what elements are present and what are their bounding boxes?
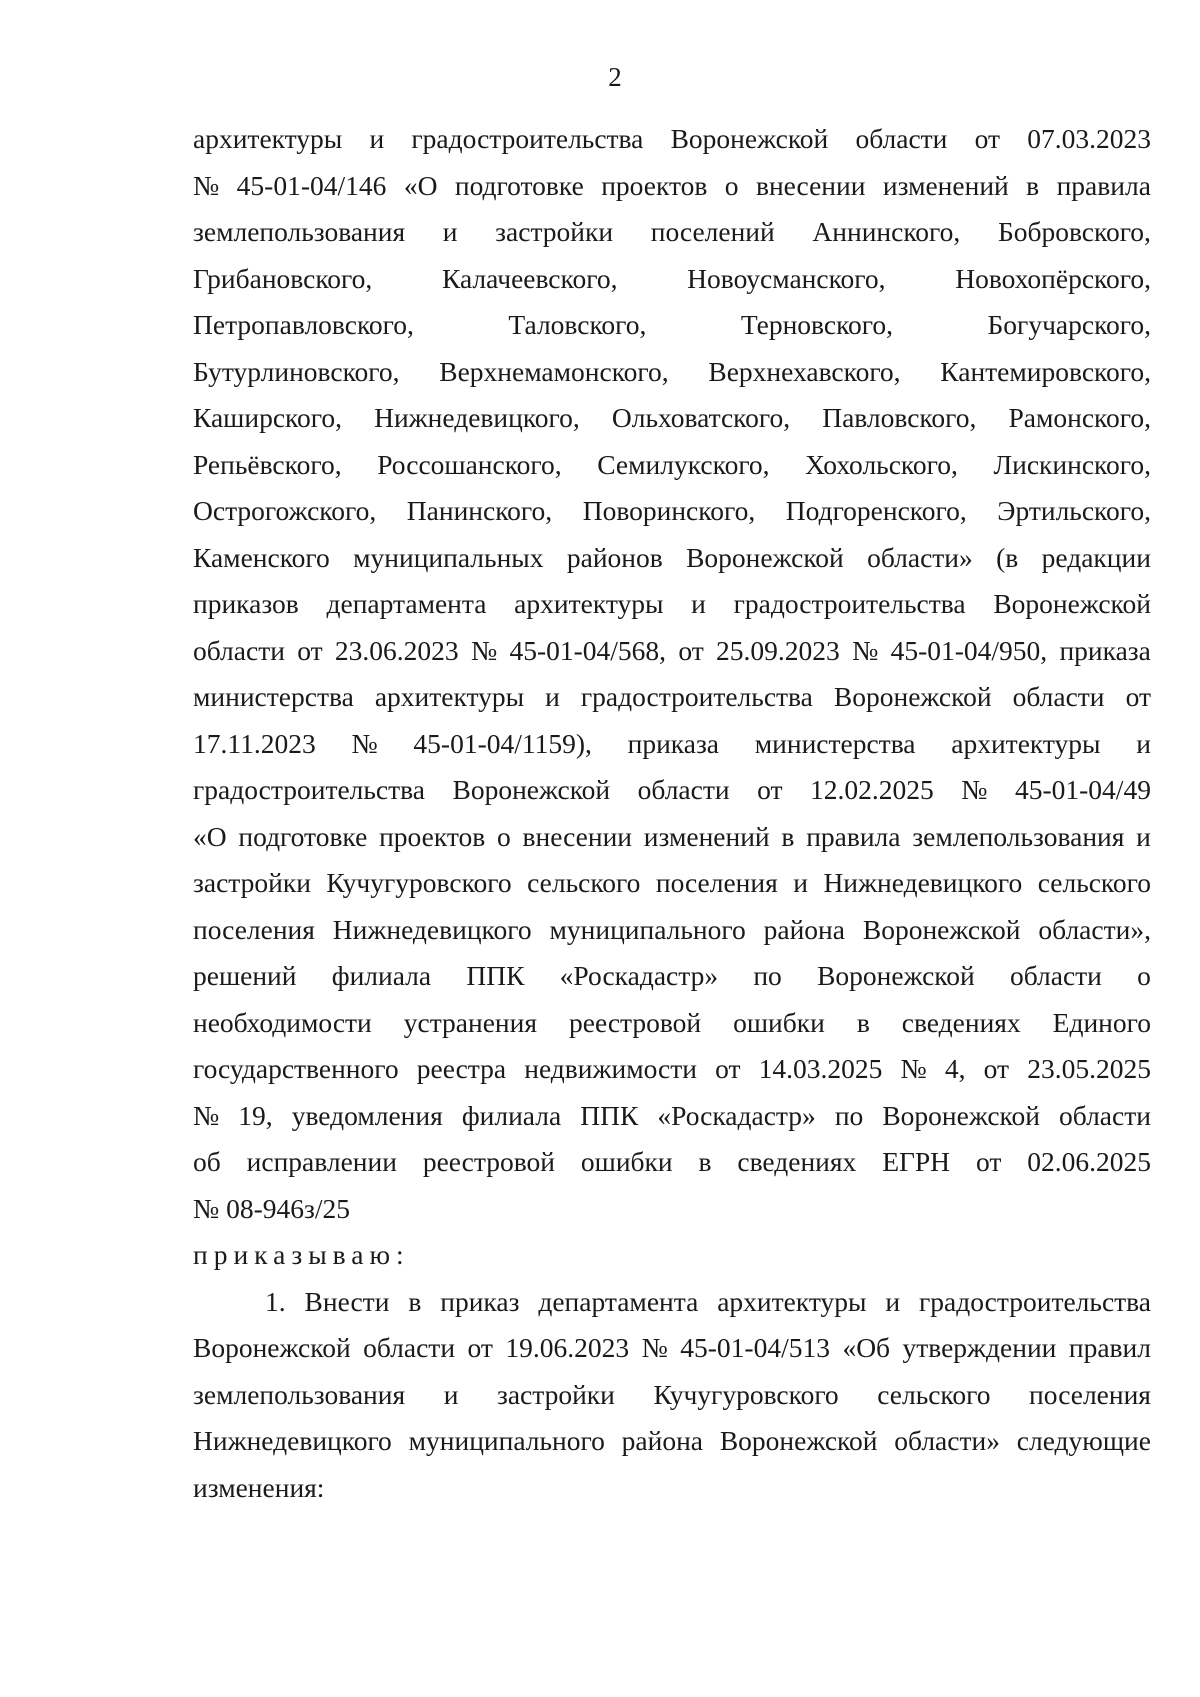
text-line: необходимости устранения реестровой ошибки в сведениях Единого — [193, 1006, 1151, 1038]
text-line: Репьёвского, Россошанского, Семилукского, Хохольского, Лискинского, — [193, 448, 1151, 480]
text-line: Воронежской области от 19.06.2023 № 45-01-04/513 «Об утверждении правил — [193, 1332, 1151, 1363]
text-line: 17.11.2023 № 45-01-04/1159), приказа министерства архитектуры и — [193, 727, 1151, 759]
text-line: застройки Кучугуровского сельского поселения и Нижнедевицкого сельского — [193, 867, 1151, 898]
text-line: Каменского муниципальных районов Воронежской области» (в редакции — [193, 541, 1151, 573]
text-line: Бутурлиновского, Верхнемамонского, Верхнехавского, Кантемировского, — [193, 355, 1151, 387]
text-line: об исправлении реестровой ошибки в сведениях ЕГРН от 02.06.2025 — [193, 1146, 1151, 1177]
text-line: изменения: — [193, 1471, 325, 1503]
text-line: приказов департамента архитектуры и градостроительства Воронежской — [193, 588, 1151, 619]
text-line: № 19, уведомления филиала ППК «Роскадастр» по Воронежской области — [193, 1099, 1151, 1131]
text-line: 1. Внести в приказ департамента архитектуры и градостроительства — [265, 1285, 1151, 1317]
text-line: № 08-946з/25 — [193, 1192, 351, 1224]
text-line: землепользования и застройки поселений Аннинского, Бобровского, — [193, 216, 1151, 247]
text-line: Петропавловского, Таловского, Терновского, Богучарского, — [193, 309, 1151, 340]
text-line: поселения Нижнедевицкого муниципального района Воронежской области», — [193, 913, 1151, 945]
text-line: министерства архитектуры и градостроительства Воронежской области от — [193, 681, 1151, 712]
text-line: Острогожского, Панинского, Поворинского, Подгоренского, Эртильского, — [193, 495, 1151, 526]
text-line: решений филиала ППК «Роскадастр» по Воронежской области о — [193, 960, 1151, 991]
text-line: градостроительства Воронежской области от 12.02.2025 № 45-01-04/49 — [193, 774, 1151, 805]
text-line: землепользования и застройки Кучугуровского сельского поселения — [193, 1378, 1151, 1410]
text-line: приказываю: — [193, 1239, 410, 1270]
text-line: архитектуры и градостроительства Воронежской области от 07.03.2023 — [193, 123, 1151, 154]
page-number: 2 — [608, 62, 622, 92]
text-line: «О подготовке проектов о внесении изменений в правила землепользования и — [193, 820, 1151, 852]
text-line: № 45-01-04/146 «О подготовке проектов о внесении изменений в правила — [193, 169, 1151, 201]
text-line: области от 23.06.2023 № 45-01-04/568, от 25.09.2023 № 45-01-04/950, приказа — [193, 634, 1151, 666]
text-line: государственного реестра недвижимости от 14.03.2025 № 4, от 23.05.2025 — [193, 1053, 1151, 1084]
text-line: Грибановского, Калачеевского, Новоусманского, Новохопёрского, — [193, 262, 1151, 294]
document-body — [193, 116, 1151, 1511]
text-line: Нижнедевицкого муниципального района Воронежской области» следующие — [193, 1425, 1151, 1456]
text-line: Каширского, Нижнедевицкого, Ольховатского, Павловского, Рамонского, — [193, 402, 1151, 433]
